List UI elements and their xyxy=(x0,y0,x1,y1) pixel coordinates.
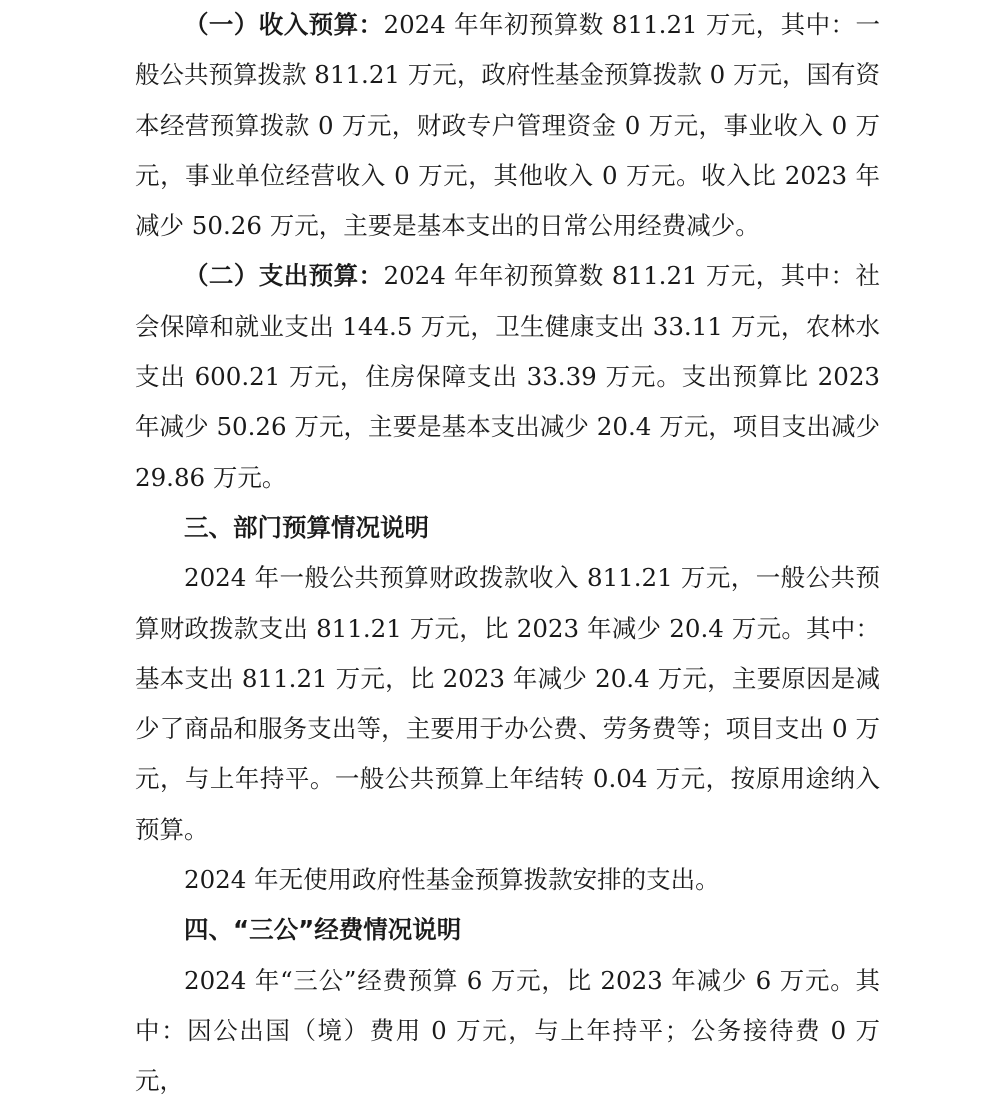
income-budget-lead: （一）收入预算： xyxy=(184,10,384,39)
document-body xyxy=(135,0,880,1107)
section-four-heading: 四、“三公”经费情况说明 xyxy=(184,915,462,945)
expenditure-budget-lead: （二）支出预算： xyxy=(184,261,384,291)
general-budget-paragraph: 2024 年一般公共预算财政拨款收入 811.21 万元，一般公共预算财政拨款支出 811.21 万元，比 2023 年减少 20.4 万元。其中：基本支出 811.21 万元，比 2023 年减少 20.4 万元，主要原因是减少了商品和服务支出等，主要用于办公费、劳务费等；项目支出 0 万元，与上年持平。一般公共预算上年结转 0.04 万元，按原用途纳入预算。 xyxy=(135,563,880,844)
government-fund-paragraph: 2024 年无使用政府性基金预算拨款安排的支出。 xyxy=(184,865,720,895)
section-three-heading: 三、部门预算情况说明 xyxy=(184,512,429,542)
expenditure-budget-paragraph xyxy=(135,251,880,502)
income-budget-text: 2024 年年初预算数 811.21 万元，其中：一般公共预算拨款 811.21 万元，政府性基金预算拨款 0 万元，国有资本经营预算拨款 0 万元，财政专户管理资金 0 万元，事业收入 0 万元，事业单位经营收入 0 万元，其他收入 0 万元。收入比 2023 年减少 50.26 万元，主要是基本支出的日常公用经费减少。 xyxy=(135,10,880,241)
three-public-expenses-paragraph: 2024 年“三公”经费预算 6 万元，比 2023 年减少 6 万元。其中：因公出国（境）费用 0 万元，与上年持平；公务接待费 0 万元， xyxy=(135,965,880,1096)
expenditure-budget-text: 2024 年年初预算数 811.21 万元，其中：社会保障和就业支出 144.5 万元，卫生健康支出 33.11 万元，农林水支出 600.21 万元，住房保障支出 33.39 万元。支出预算比 2023 年减少 50.26 万元，主要是基本支出减少 20.4 万元，项目支出减少 29.86 万元。 xyxy=(135,261,880,492)
income-budget-paragraph xyxy=(135,0,880,251)
